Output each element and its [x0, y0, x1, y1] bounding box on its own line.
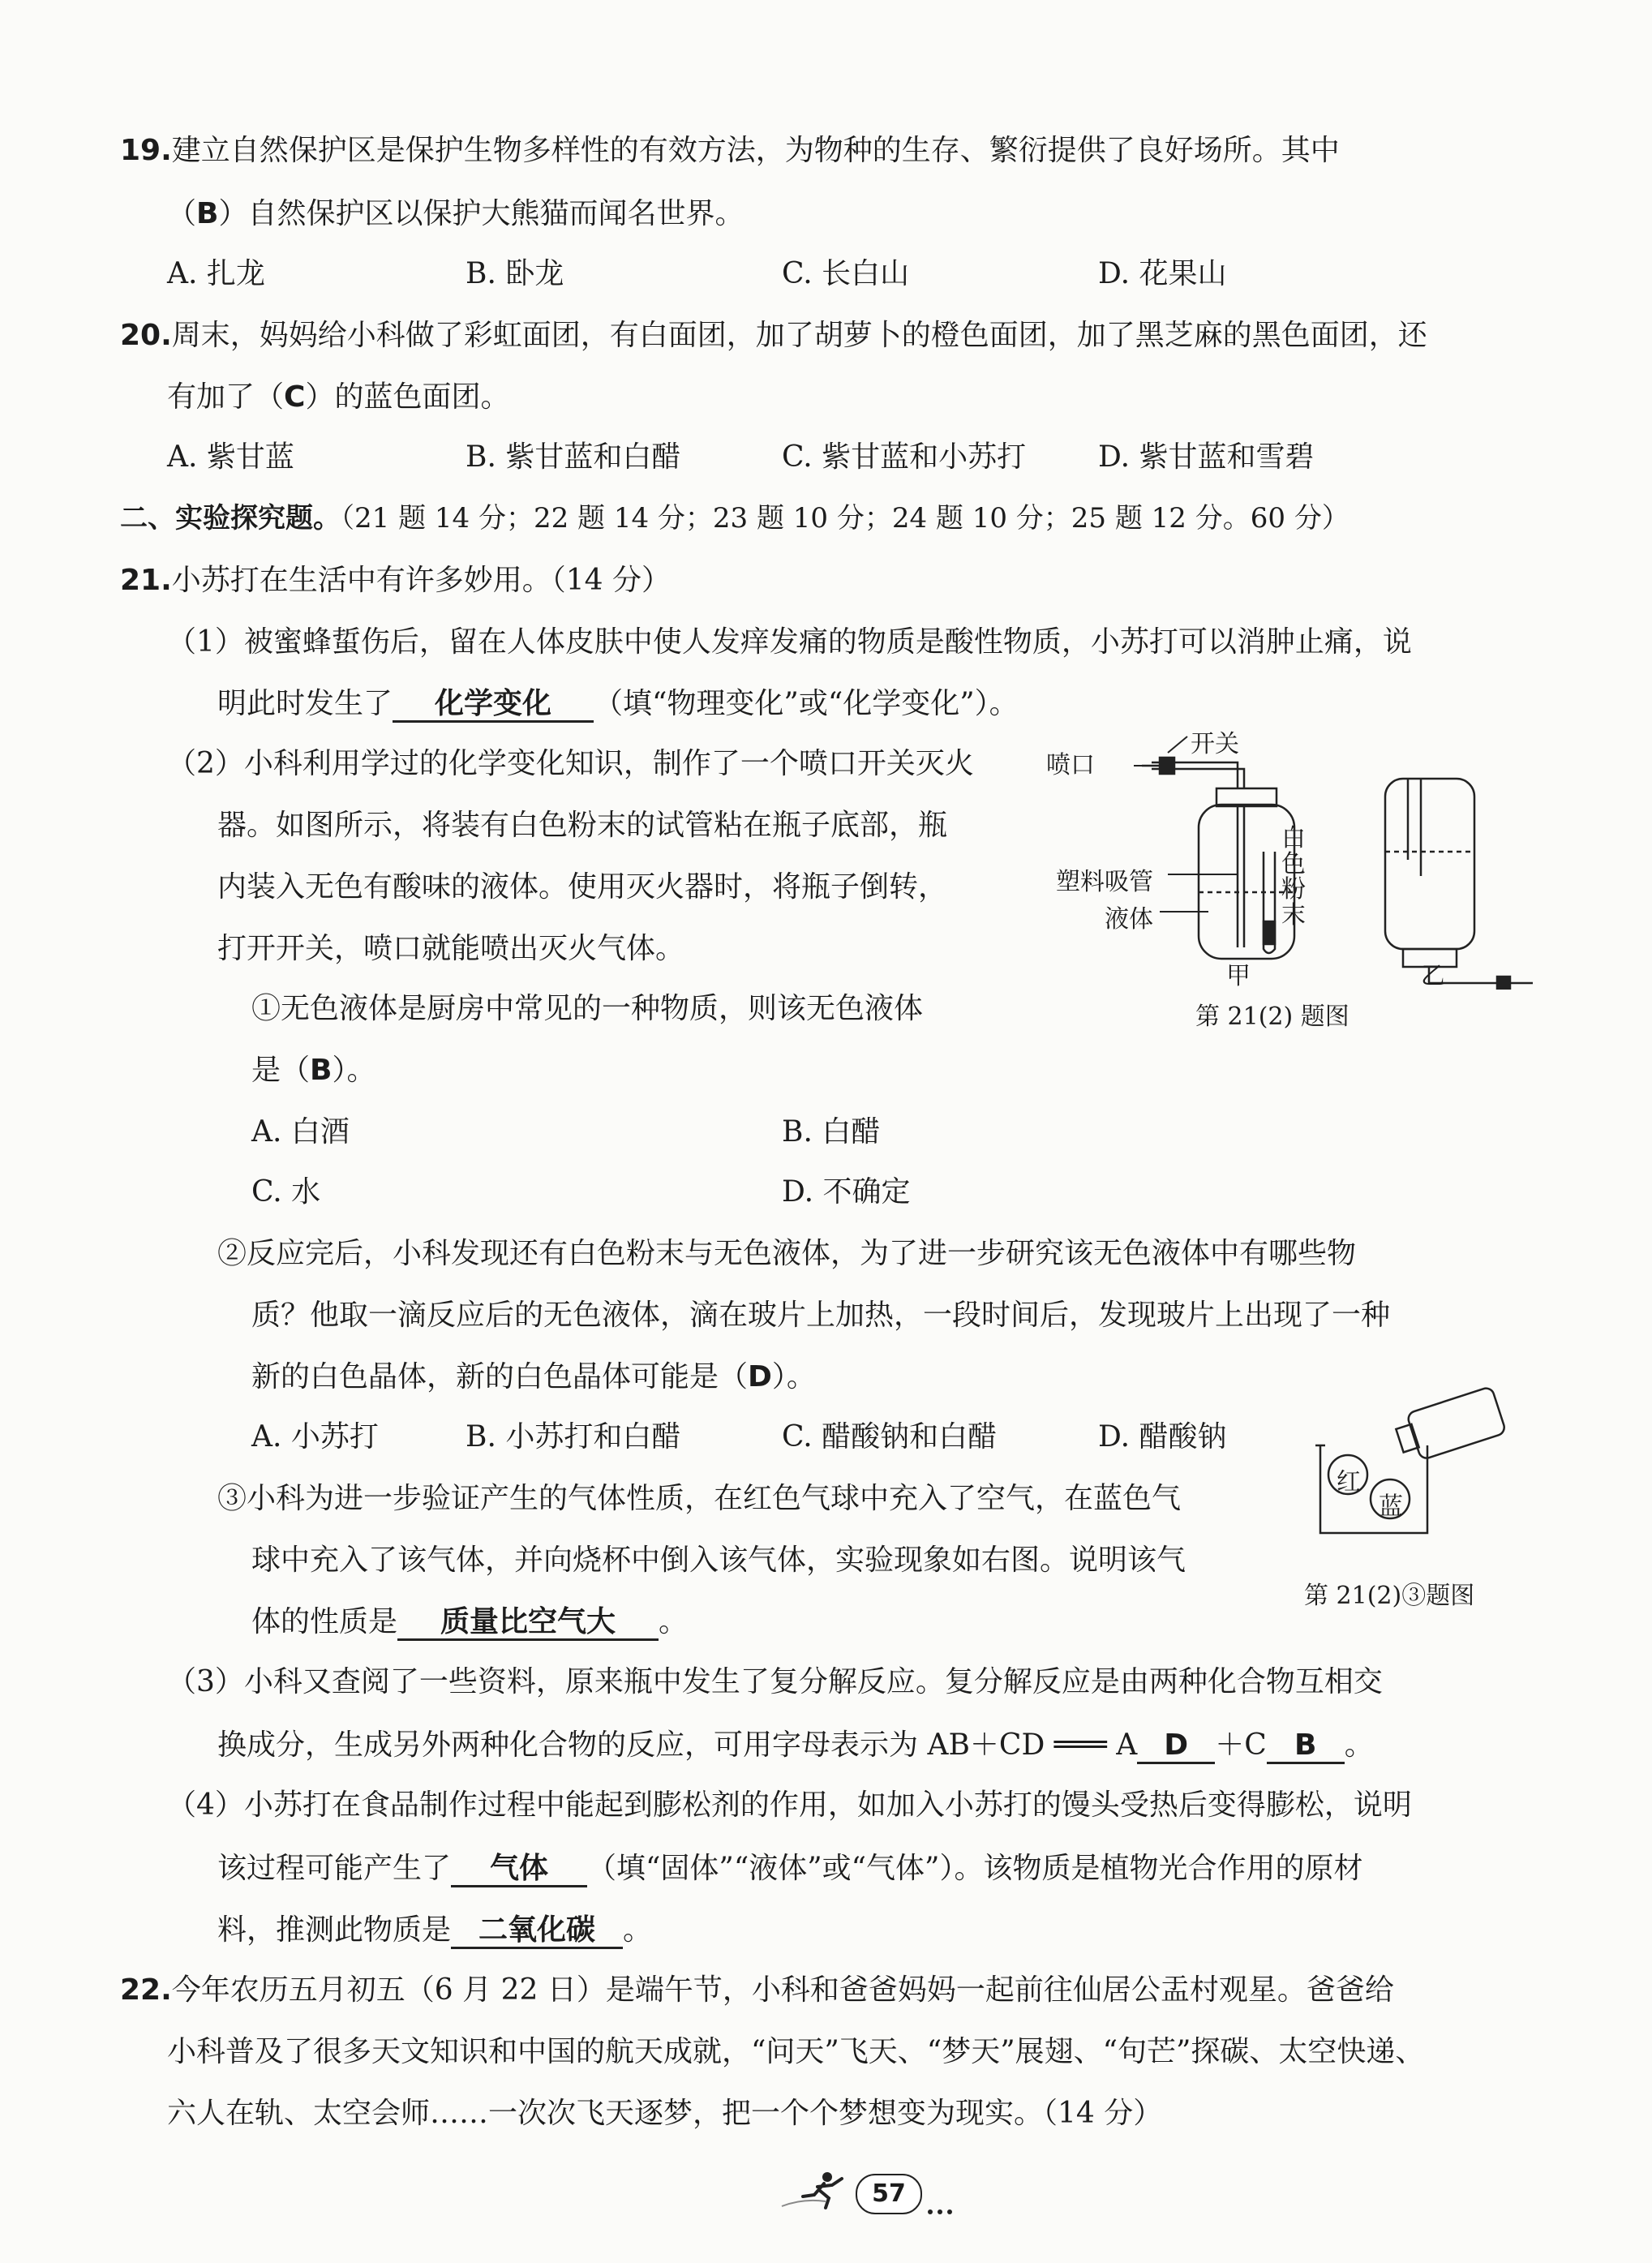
blue-balloon-label: 蓝	[1379, 1492, 1403, 1521]
option: B. 卧龙	[466, 257, 564, 290]
runner-icon	[779, 2166, 852, 2214]
figure-caption: 第 21(2)③题图	[1304, 1582, 1475, 1610]
answer: C	[284, 380, 306, 414]
q21-sub1-line1: ①无色液体是厨房中常见的一种物质，则该无色液体	[251, 992, 924, 1025]
dots-icon	[926, 2208, 967, 2216]
q21-p2-line3: 内装入无色有酸味的液体。使用灭火器时，将瓶子倒转，	[217, 870, 948, 904]
option: D. 花果山	[1098, 257, 1227, 290]
q21-sub1-line2: 是（B）。	[251, 1054, 376, 1087]
answer-blank: D	[1137, 1729, 1215, 1764]
extinguisher-diagram	[1046, 730, 1565, 990]
question-number: 20.	[120, 319, 172, 352]
option: D. 醋酸钠	[1098, 1420, 1227, 1454]
q21-p1-line2: 明此时发生了 化学变化 （填“物理变化”或“化学变化”）。	[217, 688, 1019, 723]
red-balloon-label: 红	[1337, 1468, 1361, 1496]
q21-stem: 21.小苏打在生活中有许多妙用。（14 分）	[120, 564, 672, 597]
fire-extinguisher-figure	[1046, 730, 1565, 990]
footer-dots	[926, 2190, 967, 2198]
option: D. 不确定	[782, 1175, 911, 1209]
q21-p3-line2: 换成分，生成另外两种化合物的反应，可用字母表示为 AB＋CD ═══ A D ＋C B 。	[217, 1729, 1374, 1764]
option: C. 水	[251, 1175, 321, 1209]
q20-line1: 20.周末，妈妈给小科做了彩虹面团，有白面团，加了胡萝卜的橙色面团，加了黑芝麻的黑色面团，还	[120, 319, 1427, 352]
q21-p4-line1: （4）小苏打在食品制作过程中能起到膨松剂的作用，如加入小苏打的馒头受热后变得膨松，说明	[167, 1788, 1412, 1822]
answer: B	[310, 1054, 333, 1087]
q21-p2-line4: 打开开关，喷口就能喷出灭火气体。	[217, 932, 685, 965]
q22-line1: 22.今年农历五月初五（6 月 22 日）是端午节，小科和爸爸妈妈一起前往仙居公盂村观星。爸爸给	[120, 1973, 1394, 2007]
figure-caption: 第 21(2) 题图	[1195, 1003, 1349, 1031]
label-white-powder: 白 色 粉 末	[1281, 824, 1306, 930]
label-switch: 开关	[1191, 730, 1239, 758]
option: B. 白醋	[782, 1115, 881, 1149]
question-number: 22.	[120, 1973, 172, 2007]
answer: B	[196, 197, 219, 230]
q21-p1-line1: （1）被蜜蜂蜇伤后，留在人体皮肤中使人发痒发痛的物质是酸性物质，小苏打可以消肿止痛，说	[167, 625, 1412, 659]
q21-sub3-line1: ③小科为进一步验证产生的气体性质，在红色气球中充入了空气，在蓝色气	[217, 1482, 1182, 1515]
q21-p2-line2: 器。如图所示，将装有白色粉末的试管粘在瓶子底部，瓶	[217, 809, 948, 842]
option: B. 紫甘蓝和白醋	[466, 440, 681, 474]
label-liquid: 液体	[1105, 905, 1153, 934]
answer-blank: 化学变化	[393, 688, 594, 723]
option: A. 紫甘蓝	[167, 440, 294, 474]
q21-p4-line3: 料，推测此物质是 二氧化碳 。	[217, 1914, 652, 1949]
label-straw: 塑料吸管	[1056, 868, 1153, 896]
option: C. 紫甘蓝和小苏打	[782, 440, 1027, 474]
answer-blank: 气体	[451, 1853, 587, 1887]
section-heading: 二、实验探究题。（21 题 14 分；22 题 14 分；23 题 10 分；24 题 10 分；25 题 12 分。60 分）	[120, 502, 1349, 535]
option: B. 小苏打和白醋	[466, 1420, 681, 1454]
question-number: 19.	[120, 134, 172, 167]
option: D. 紫甘蓝和雪碧	[1098, 440, 1315, 474]
option: A. 小苏打	[251, 1420, 379, 1454]
q21-sub2-line3: 新的白色晶体，新的白色晶体可能是（D）。	[251, 1360, 816, 1393]
answer: D	[748, 1360, 772, 1393]
q21-p4-line2: 该过程可能产生了 气体 （填“固体”“液体”或“气体”）。该物质是植物光合作用的原材	[217, 1853, 1362, 1887]
footer-runner-icon	[779, 2166, 852, 2214]
balloon-beaker-figure	[1306, 1371, 1517, 1541]
q20-line2: 有加了（C）的蓝色面团。	[167, 380, 510, 414]
question-number: 21.	[120, 564, 172, 597]
q22-line3: 六人在轨、太空会师……一次次飞天逐梦，把一个个梦想变为现实。（14 分）	[167, 2097, 1163, 2130]
answer-blank: 质量比空气大	[397, 1606, 659, 1641]
option: A. 白酒	[251, 1115, 350, 1149]
option: A. 扎龙	[167, 257, 265, 290]
page-number: 57	[856, 2174, 922, 2214]
q22-line2: 小科普及了很多天文知识和中国的航天成就，“问天”飞天、“梦天”展翅、“句芒”探碳、太空快递、	[167, 2035, 1425, 2068]
q21-p3-line1: （3）小科又查阅了一些资料，原来瓶中发生了复分解反应。复分解反应是由两种化合物互相交	[167, 1665, 1383, 1698]
answer-blank: B	[1267, 1729, 1345, 1764]
label-nozzle: 喷口	[1046, 751, 1095, 779]
q21-sub3-line2: 球中充入了该气体，并向烧杯中倒入该气体，实验现象如右图。说明该气	[251, 1544, 1186, 1577]
answer-blank: 二氧化碳	[451, 1914, 623, 1949]
beaker-diagram	[1306, 1371, 1517, 1541]
option: C. 醋酸钠和白醋	[782, 1420, 998, 1454]
label-jia: 甲	[1226, 962, 1251, 990]
q21-p2-line1: （2）小科利用学过的化学变化知识，制作了一个喷口开关灭火	[167, 747, 974, 780]
label-yi: 乙	[1421, 962, 1445, 990]
q19-line2: （B）自然保护区以保护大熊猫而闻名世界。	[167, 197, 744, 230]
q21-sub2-line1: ②反应完后，小科发现还有白色粉末与无色液体，为了进一步研究该无色液体中有哪些物	[217, 1237, 1357, 1270]
q19-line1: 19.建立自然保护区是保护生物多样性的有效方法，为物种的生存、繁衍提供了良好场所。其中	[120, 134, 1340, 167]
q21-sub3-line3: 体的性质是 质量比空气大 。	[251, 1606, 688, 1641]
option: C. 长白山	[782, 257, 910, 290]
q21-sub2-line2: 质？他取一滴反应后的无色液体，滴在玻片上加热，一段时间后，发现玻片上出现了一种	[251, 1299, 1391, 1332]
